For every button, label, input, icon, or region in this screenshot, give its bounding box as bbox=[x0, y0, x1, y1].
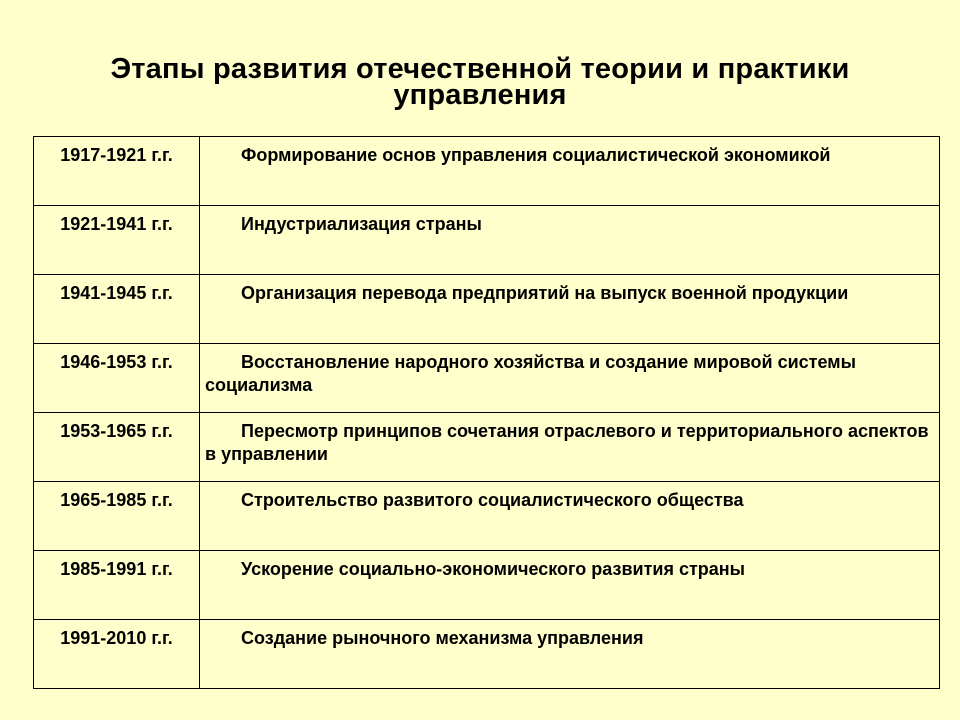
page-title-line-1: Этапы развития отечественной теории и практики bbox=[110, 53, 850, 85]
table-row bbox=[34, 206, 940, 275]
stages-table bbox=[33, 136, 940, 689]
table-row bbox=[34, 137, 940, 206]
table-row bbox=[34, 275, 940, 344]
period-cell: 1941-1945 г.г. bbox=[34, 275, 200, 344]
table-row bbox=[34, 482, 940, 551]
description-cell: Создание рыночного механизма управления bbox=[200, 620, 940, 689]
description-cell: Восстановление народного хозяйства и создание мировой системы социализма bbox=[200, 344, 940, 413]
description-cell: Строительство развитого социалистического общества bbox=[200, 482, 940, 551]
table-row bbox=[34, 551, 940, 620]
period-cell: 1985-1991 г.г. bbox=[34, 551, 200, 620]
period-cell: 1991-2010 г.г. bbox=[34, 620, 200, 689]
table-row bbox=[34, 344, 940, 413]
description-cell: Формирование основ управления социалистической экономикой bbox=[200, 137, 940, 206]
description-cell: Ускорение социально-экономического развития страны bbox=[200, 551, 940, 620]
period-cell: 1921-1941 г.г. bbox=[34, 206, 200, 275]
table-row bbox=[34, 620, 940, 689]
period-cell: 1946-1953 г.г. bbox=[34, 344, 200, 413]
page-title-line-2: управления bbox=[393, 79, 567, 111]
page-title bbox=[40, 53, 920, 111]
period-cell: 1965-1985 г.г. bbox=[34, 482, 200, 551]
table-row bbox=[34, 413, 940, 482]
description-cell: Пересмотр принципов сочетания отраслевого и территориального аспектов в управлении bbox=[200, 413, 940, 482]
description-cell: Организация перевода предприятий на выпуск военной продукции bbox=[200, 275, 940, 344]
period-cell: 1953-1965 г.г. bbox=[34, 413, 200, 482]
description-cell: Индустриализация страны bbox=[200, 206, 940, 275]
period-cell: 1917-1921 г.г. bbox=[34, 137, 200, 206]
